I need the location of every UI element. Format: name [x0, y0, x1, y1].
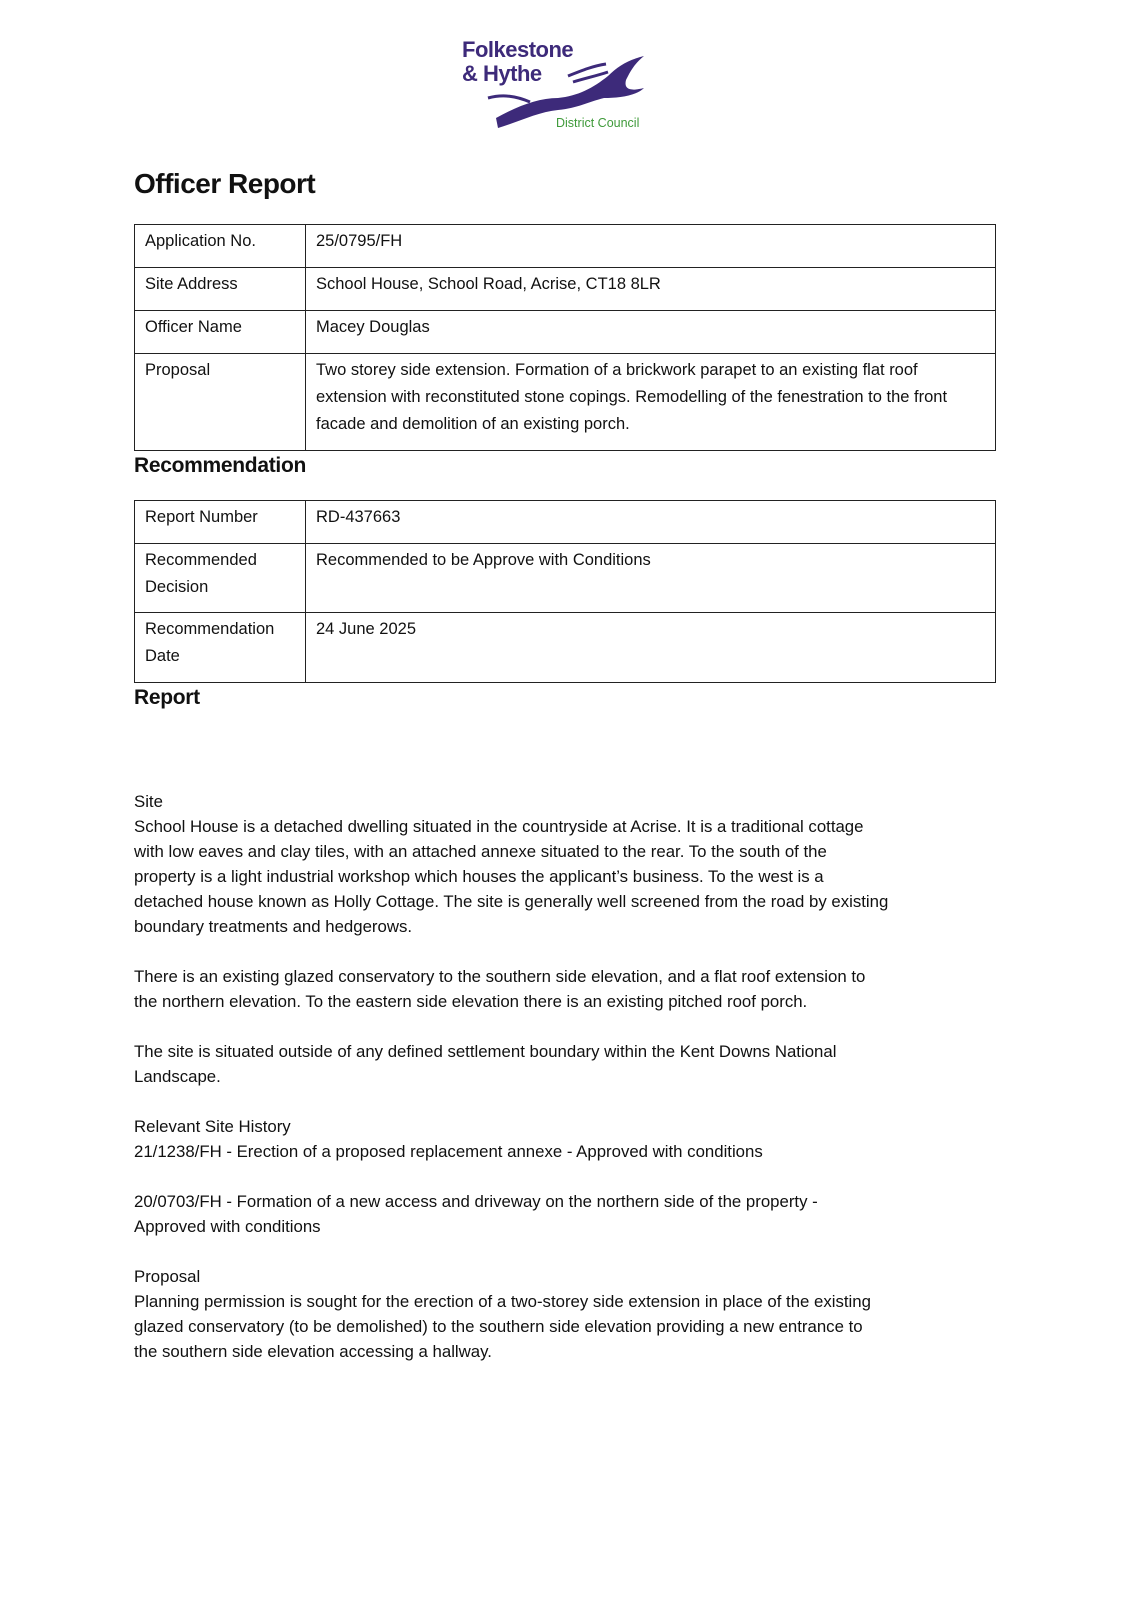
- page-title: Officer Report: [134, 168, 316, 199]
- text-line: boundary treatments and hedgerows.: [134, 917, 412, 936]
- logo-text-line1: Folkestone: [462, 37, 574, 62]
- row-value: RD-437663: [306, 501, 996, 544]
- text-line: Proposal: [134, 1267, 201, 1286]
- logo-text-line2: & Hythe: [462, 61, 542, 86]
- row-value: Recommended to be Approve with Conditions: [306, 544, 996, 613]
- paragraph: [134, 1189, 994, 1239]
- row-label: Recommended Decision: [135, 544, 306, 613]
- row-value: School House, School Road, Acrise, CT18 8LR: [306, 268, 996, 311]
- row-value: 25/0795/FH: [306, 225, 996, 268]
- paragraph: [134, 789, 994, 939]
- row-label: Site Address: [135, 268, 306, 311]
- paragraph: [134, 1039, 994, 1089]
- text-line: 20/0703/FH - Formation of a new access and driveway on the northern side of the property -: [134, 1192, 818, 1211]
- text-line: with low eaves and clay tiles, with an attached annexe situated to the rear. To the south of the: [134, 842, 827, 861]
- text-line: the northern elevation. To the eastern side elevation there is an existing pitched roof porch.: [134, 992, 808, 1011]
- text-line: Approved with conditions: [134, 1217, 321, 1236]
- row-label: Application No.: [135, 225, 306, 268]
- row-label: Report Number: [135, 501, 306, 544]
- table-row: [135, 268, 996, 311]
- recommendation-table: [134, 500, 996, 683]
- council-logo: [458, 36, 658, 136]
- row-value: Two storey side extension. Formation of a brickwork parapet to an existing flat roof extension with reconstituted stone copings. Remodelling of the fenestration to the front facade and demolition of an existing porch.: [306, 354, 996, 451]
- text-line: glazed conservatory (to be demolished) to the southern side elevation providing a new entrance to: [134, 1317, 863, 1336]
- logo-text-line3: District Council: [556, 116, 640, 130]
- row-label: Recommendation Date: [135, 613, 306, 683]
- text-line: 21/1238/FH - Erection of a proposed replacement annexe - Approved with conditions: [134, 1142, 763, 1161]
- table-row: [135, 501, 996, 544]
- paragraph: [134, 1264, 994, 1364]
- text-line: Relevant Site History: [134, 1117, 291, 1136]
- text-line: property is a light industrial workshop which houses the applicant’s business. To the west is a: [134, 867, 824, 886]
- text-line: The site is situated outside of any defined settlement boundary within the Kent Downs National: [134, 1042, 837, 1061]
- report-body: [134, 789, 994, 1389]
- text-line: Planning permission is sought for the erection of a two-storey side extension in place of the existing: [134, 1292, 871, 1311]
- text-line: the southern side elevation accessing a hallway.: [134, 1342, 492, 1361]
- row-value: Macey Douglas: [306, 311, 996, 354]
- application-details-table: [134, 224, 996, 451]
- text-line: detached house known as Holly Cottage. The site is generally well screened from the road by existing: [134, 892, 889, 911]
- recommendation-heading: Recommendation: [134, 454, 306, 477]
- row-label: Officer Name: [135, 311, 306, 354]
- paragraph: [134, 1114, 994, 1164]
- row-value: 24 June 2025: [306, 613, 996, 683]
- table-row: [135, 354, 996, 451]
- text-line: There is an existing glazed conservatory to the southern side elevation, and a flat roof extension to: [134, 967, 866, 986]
- table-row: [135, 613, 996, 683]
- text-line: Landscape.: [134, 1067, 221, 1086]
- text-line: School House is a detached dwelling situated in the countryside at Acrise. It is a traditional cottage: [134, 817, 864, 836]
- row-label: Proposal: [135, 354, 306, 451]
- report-heading: Report: [134, 686, 200, 709]
- table-row: [135, 311, 996, 354]
- table-row: [135, 544, 996, 613]
- text-line: Site: [134, 792, 163, 811]
- table-row: [135, 225, 996, 268]
- paragraph: [134, 964, 994, 1014]
